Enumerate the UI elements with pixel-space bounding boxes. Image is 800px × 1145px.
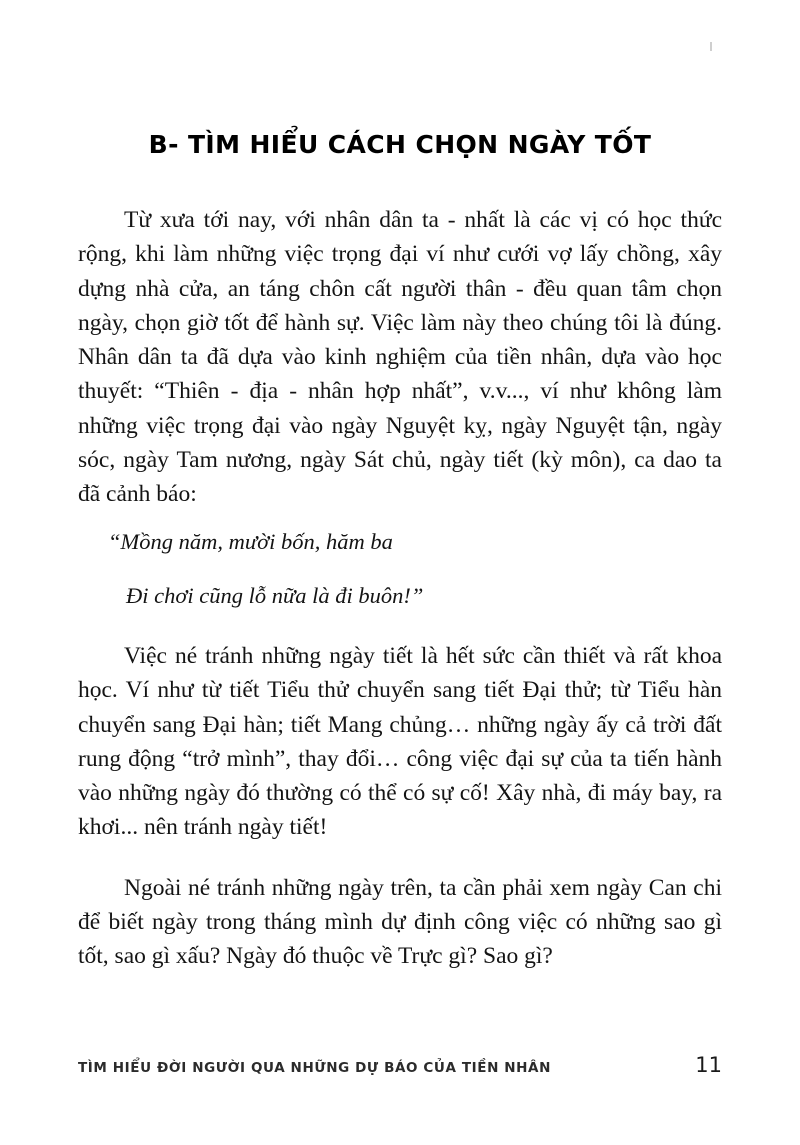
paragraph: Ngoài né tránh những ngày trên, ta cần phải xem ngày Can chi để biết ngày trong tháng mình dự định công việc có những sao gì tốt, sao gì xấu? Ngày đó thuộc về Trực gì? Sao gì? bbox=[78, 874, 722, 970]
paragraph: Từ xưa tới nay, với nhân dân ta - nhất là các vị có học thức rộng, khi làm những việc trọng đại ví như cưới vợ lấy chồng, xây dựng nhà cửa, an táng chôn cất người thân - đều quan tâm chọn ngày, chọn giờ tốt để hành sự. Việc làm này theo chúng tôi là đúng. Nhân dân ta đã dựa vào kinh nghiệm của tiền nhân, dựa vào học thuyết: “Thiên - địa - nhân hợp nhất”, v.v..., ví như không làm những việc trọng đại vào ngày Nguyệt kỵ, ngày Nguyệt tận, ngày sóc, ngày Tam nương, ngày Sát chủ, ngày tiết (kỳ môn), ca dao ta đã cảnh báo: bbox=[78, 207, 722, 508]
registration-mark bbox=[710, 42, 712, 51]
page-footer bbox=[78, 1053, 722, 1077]
page-number: 11 bbox=[695, 1053, 722, 1077]
verse-line: “Mồng năm, mười bốn, hăm ba bbox=[108, 528, 393, 554]
verse-line: Đi chơi cũng lỗ nữa là đi buôn!” bbox=[126, 583, 424, 609]
running-title: TÌM HIỂU ĐỜI NGƯỜI QUA NHỮNG DỰ BÁO CỦA TIỀN NHÂN bbox=[78, 1060, 552, 1076]
paragraph: Việc né tránh những ngày tiết là hết sức cần thiết và rất khoa học. Ví như từ tiết Tiểu thử chuyển sang tiết Đại thử; từ Tiểu hàn chuyển sang Đại hàn; tiết Mang chủng… những ngày ấy cả trời đất rung động “trở mình”, thay đổi… công việc đại sự của ta tiến hành vào những ngày đó thường có thể có sự cố! Xây nhà, đi máy bay, ra khơi... nên tránh ngày tiết! bbox=[78, 642, 722, 841]
page-title: B- TÌM HIỂU CÁCH CHỌN NGÀY TỐT bbox=[148, 130, 652, 159]
page-content bbox=[78, 130, 722, 976]
